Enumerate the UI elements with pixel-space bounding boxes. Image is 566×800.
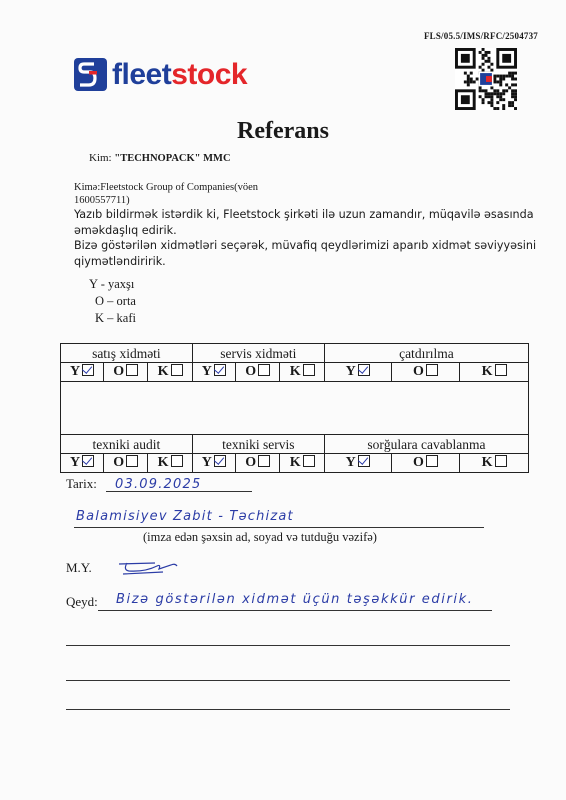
rating-option-label: Y <box>345 364 356 379</box>
rating-table <box>60 343 529 473</box>
rating-option-label: O <box>245 364 257 379</box>
checkbox-icon[interactable] <box>426 455 438 467</box>
rating-option-cell <box>391 363 460 382</box>
rating-option-cell <box>61 454 104 473</box>
company-logo <box>74 58 247 91</box>
rating-option-label: Y <box>345 455 356 470</box>
rating-option-label: Y <box>201 364 212 379</box>
checkbox-icon[interactable] <box>258 455 270 467</box>
kime-line2: 1600557711) <box>74 195 130 206</box>
rating-option-label: Y <box>201 455 212 470</box>
checked-checkbox-icon[interactable] <box>358 455 370 467</box>
rating-option-cell <box>324 363 391 382</box>
rating-option-label: Y <box>69 455 81 470</box>
date-label: Tarix: <box>66 476 97 491</box>
kim-value: "TECHNOPACK" MMC <box>114 153 231 164</box>
rating-option-cell <box>391 454 460 473</box>
rating-option-cell <box>192 454 235 473</box>
rating-legend <box>89 276 136 327</box>
logo-wordmark: fleetstock <box>112 57 248 91</box>
checkbox-icon[interactable] <box>303 364 315 376</box>
category-header: çatdırılma <box>324 344 528 363</box>
checked-checkbox-icon[interactable] <box>82 364 94 376</box>
checkbox-icon[interactable] <box>171 455 183 467</box>
note-text: Bizə göstərilən xidmət üçün təşəkkür edirik. <box>116 592 474 607</box>
signer-line <box>74 527 484 528</box>
date-line <box>106 491 252 492</box>
rating-option-cell <box>148 363 192 382</box>
rating-option-cell <box>148 454 192 473</box>
seal-label: M.Y. <box>66 560 92 575</box>
rating-header-row-1 <box>61 344 529 363</box>
rating-option-label: O <box>113 364 125 379</box>
logo-mark-icon <box>74 58 107 91</box>
checked-checkbox-icon[interactable] <box>82 455 94 467</box>
checkbox-icon[interactable] <box>495 455 507 467</box>
legend-average: O – orta <box>95 294 136 308</box>
rating-option-label: K <box>157 364 169 379</box>
rating-header-row-2 <box>61 435 529 454</box>
checked-checkbox-icon[interactable] <box>214 455 226 467</box>
category-header: servis xidməti <box>192 344 324 363</box>
recipient-to <box>74 181 344 207</box>
rating-option-label: Y <box>69 364 81 379</box>
checkbox-icon[interactable] <box>126 455 138 467</box>
rating-option-label: K <box>481 364 493 379</box>
rating-option-cell <box>280 454 325 473</box>
signature <box>115 558 180 578</box>
checkbox-icon[interactable] <box>495 364 507 376</box>
signer-name: Balamisiyev Zabit - Təchizat <box>76 509 294 524</box>
note-label: Qeyd: <box>66 594 98 609</box>
date-value: 03.09.2025 <box>115 477 202 492</box>
category-header: texniki servis <box>192 435 324 454</box>
rating-option-label: K <box>289 364 301 379</box>
rating-option-cell <box>192 363 235 382</box>
rating-option-cell <box>460 454 529 473</box>
checkbox-icon[interactable] <box>171 364 183 376</box>
category-header: sorğulara cavablanma <box>324 435 528 454</box>
rating-option-cell <box>104 363 148 382</box>
table-spacer <box>61 382 529 435</box>
rating-option-label: O <box>113 455 125 470</box>
note-line-2 <box>66 645 510 646</box>
qr-code <box>455 48 517 110</box>
checkbox-icon[interactable] <box>303 455 315 467</box>
paragraph-1: Yazıb bildirmək istərdik ki, Fleetstock şirkəti ilə uzun zamandır, müqavilə əsasında əməkdaşlıq edirik. <box>74 208 534 237</box>
checkbox-icon[interactable] <box>426 364 438 376</box>
rating-option-cell <box>104 454 148 473</box>
rating-option-label: O <box>245 455 257 470</box>
note-line-1 <box>98 610 492 611</box>
category-header: satış xidməti <box>61 344 193 363</box>
rating-option-label: O <box>412 455 424 470</box>
kime-line1: Kimə:Fleetstock Group of Companies(vöen <box>74 182 259 193</box>
checkbox-icon[interactable] <box>258 364 270 376</box>
recipient-from <box>89 152 231 164</box>
checkbox-icon[interactable] <box>126 364 138 376</box>
legend-good: Y - yaxşı <box>89 277 135 291</box>
rating-option-cell <box>235 363 279 382</box>
document-title: Referans <box>237 118 329 144</box>
paragraph-2: Bizə göstərilən xidmətləri seçərək, müvafiq qeydlərimizi aparıb xidmət səviyyəsini qiymətləndiririk. <box>74 239 537 268</box>
note-line-4 <box>66 709 510 710</box>
rating-option-cell <box>460 363 529 382</box>
document-number: FLS/05.5/IMS/RFC/2504737 <box>423 31 538 41</box>
rating-options-row-1 <box>61 363 529 382</box>
rating-option-label: K <box>289 455 301 470</box>
rating-option-cell <box>235 454 279 473</box>
signer-caption: (imza edən şəxsin ad, soyad və tutduğu vəzifə) <box>143 530 377 544</box>
rating-option-cell <box>324 454 391 473</box>
legend-sufficient: K – kafi <box>95 311 136 325</box>
note-line-3 <box>66 680 510 681</box>
letter-body <box>74 207 544 269</box>
rating-option-label: O <box>412 364 424 379</box>
rating-option-label: K <box>157 455 169 470</box>
checked-checkbox-icon[interactable] <box>358 364 370 376</box>
kim-label: Kim: <box>89 152 112 164</box>
rating-options-row-2 <box>61 454 529 473</box>
category-header: texniki audit <box>61 435 193 454</box>
rating-option-cell <box>280 363 325 382</box>
rating-option-label: K <box>481 455 493 470</box>
checked-checkbox-icon[interactable] <box>214 364 226 376</box>
rating-option-cell <box>61 363 104 382</box>
